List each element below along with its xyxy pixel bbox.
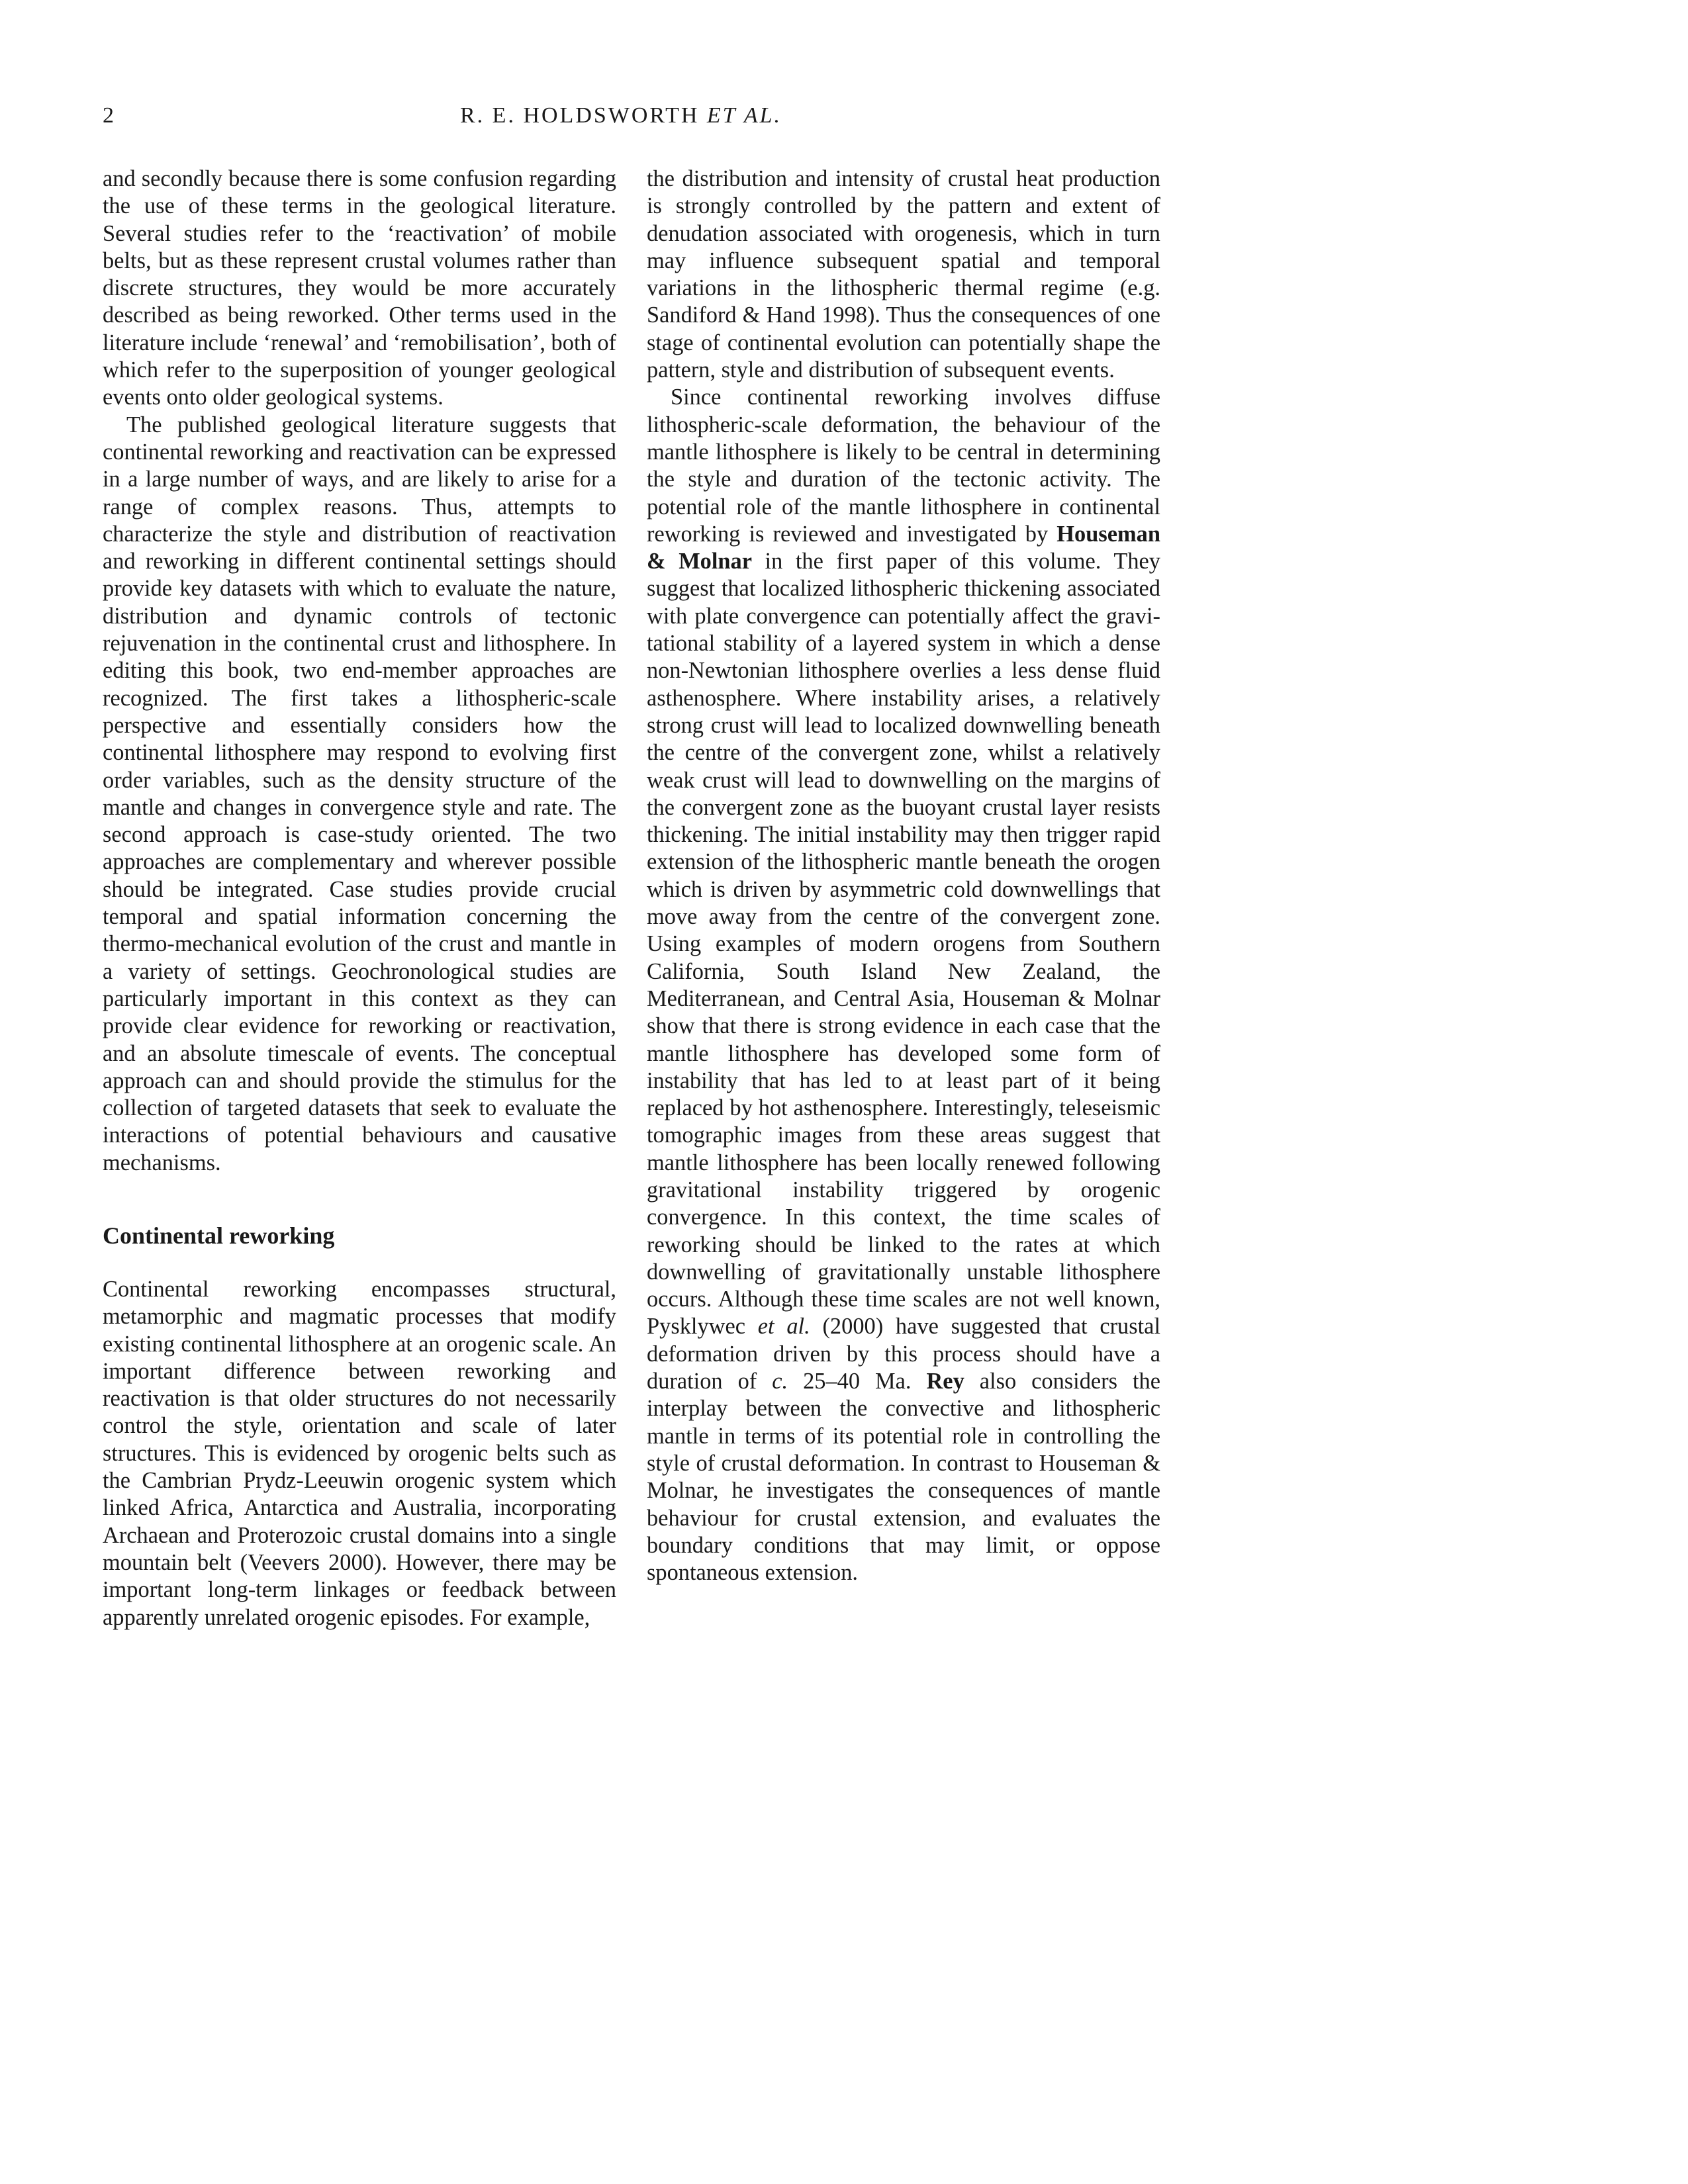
paragraph: the distribution and intensity of crustal heat production is strongly controlled by the pattern and extent of denudation associated with orogenesis, which in turn may influence subsequent spatial and temporal variations in the lithospheric thermal regime (e.g. Sandiford & Hand 1998). Thus the consequences of one stage of continental evolution can potentially shape the pattern, style and distribution of subsequent events. <box>647 166 1160 383</box>
author-reference: Houseman & Molnar <box>647 521 1160 574</box>
text-run: 25–40 Ma. <box>803 1369 912 1394</box>
text-run: also considers the interplay between the convective and lithospheric mantle in terms of its potential role in controlling the style of crustal deformation. In contrast to Houseman & Molnar, he investigates the consequences of mantle behaviour for crustal extension, and evaluates the boundary conditions that may limit, or oppose spontaneous extension. <box>647 1369 1160 1586</box>
page-header <box>103 103 1162 136</box>
running-head-etal: ET AL. <box>706 103 782 128</box>
text-run: Since continental reworking involves diffuse lithospheric-scale deformation, the behaviour of the mantle lithosphere is likely to be central in determining the style and duration of the tectonic activity. The potential role of the mantle lithosphere in continental reworking is reviewed and investigated by <box>647 385 1160 547</box>
text-run-italic: c. <box>772 1369 788 1394</box>
running-head-authors: R. E. HOLDSWORTH <box>460 103 700 128</box>
text-run: in the first paper of this volume. They suggest that localized lithospheric thickening associated with plate convergence can potentially affect the gravitational stability of a layered system in which a dense non-Newtonian lithosphere overlies a less dense fluid asthenosphere. Where instability arises, a relatively strong crust will lead to localized downwelling beneath the centre of the convergent zone, whilst a relatively weak crust will lead to downwelling on the margins of the convergent zone as the buoyant crustal layer resists thickening. The initial instability may then trigger rapid extension of the lithospheric mantle beneath the orogen which is driven by asymmetric cold downwellings that move away from the centre of the convergent zone. Using examples of modern orogens from Southern California, South Island New Zealand, the Mediterranean, and Central Asia, Houseman & Molnar show that there is strong evidence in each case that the mantle lithosphere has developed some form of instability that has led to at least part of it being replaced by hot asthenosphere. Interestingly, teleseismic tomographic images from these areas suggest that mantle lithosphere has been locally renewed following gravitational instability triggered by orogenic convergence. In this context, the time scales of reworking should be linked to the rates at which downwelling of gravitationally unstable lithosphere occurs. Although these time scales are not well known, Pysklywec <box>647 549 1160 1340</box>
author-reference: Rey <box>926 1369 964 1394</box>
text-run: (2000) have suggested that crustal deformation driven by this process should have a duration of <box>647 1314 1160 1394</box>
right-column <box>647 165 1160 1586</box>
section-heading: Continental reworking <box>103 1222 335 1249</box>
running-head <box>460 103 782 128</box>
text-run-italic: et al. <box>757 1314 810 1340</box>
paragraph <box>647 384 1160 1586</box>
left-column <box>103 165 616 1631</box>
page-number: 2 <box>103 103 115 128</box>
paragraph: The published geological literature suggests that continental reworking and reactivation can be expressed in a large number of ways, and are likely to arise for a range of complex reasons. Thus, attempts to characterize the style and distribution of reactivation and reworking in different continental settings should provide key datasets with which to evaluate the nature, distribution and dynamic controls of tectonic rejuvenation in the continental crust and lithosphere. In editing this book, two end-member approaches are recognized. The first takes a lithospheric-scale perspective and essentially considers how the continental lithosphere may respond to evolving first order variables, such as the density structure of the mantle and changes in convergence style and rate. The second approach is case-study oriented. The two approaches are complementary and wherever possible should be integrated. Case studies provide crucial temporal and spatial information concerning the thermo-mechanical evolution of the crust and mantle in a variety of settings. Geochronological studies are particularly important in this context as they can provide clear evidence for reworking or reactivation, and an absolute timescale of events. The conceptual approach can and should provide the stimulus for the collection of targeted datasets that seek to evaluate the interactions of potential behaviours and causative mechanisms. <box>103 412 616 1175</box>
paragraph: and secondly because there is some confusion regarding the use of these terms in the geological literature. Several studies refer to the ‘reactivation’ of mobile belts, but as these represent crustal volumes rather than discrete structures, they would be more accurately described as being reworked. Other terms used in the literature include ‘renewal’ and ‘remobilisation’, both of which refer to the superposition of younger geological events onto older geological systems. <box>103 166 616 410</box>
paragraph: Continental reworking encompasses structural, metamorphic and magmatic processes that modify existing continental lithosphere at an orogenic scale. An important difference between reworking and reactivation is that older structures do not necessarily control the style, orientation and scale of later structures. This is evidenced by orogenic belts such as the Cambrian Prydz-Leeuwin orogenic system which linked Africa, Antarctica and Australia, incorporating Archaean and Proterozoic crustal domains into a single mountain belt (Veevers 2000). However, there may be important long-term linkages or feedback between apparently unrelated orogenic episodes. For example, <box>103 1276 616 1630</box>
